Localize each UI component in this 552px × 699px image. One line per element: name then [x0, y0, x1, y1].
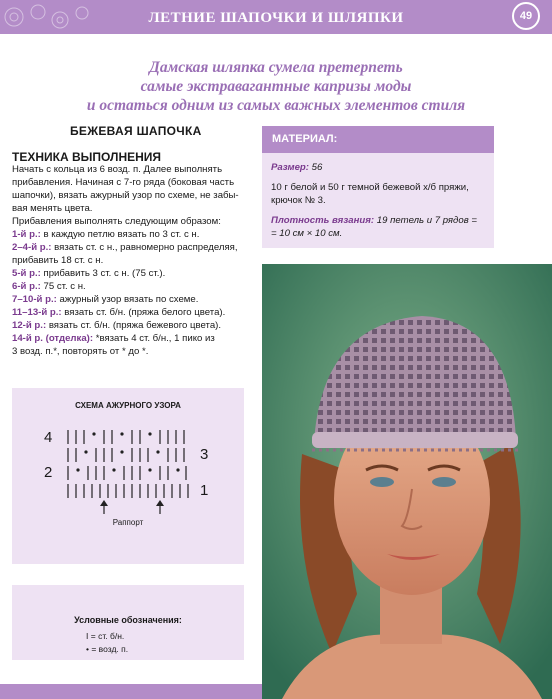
- row-number-right: 3: [200, 446, 209, 463]
- intro-line: Прибавления выполнять следующим образом:: [12, 216, 221, 227]
- technique-text: [12, 163, 248, 358]
- tagline-line: и остаться одним из самых важных элементов стиля: [86, 97, 466, 114]
- intro-line: вая менять цвета.: [12, 203, 93, 214]
- row-instruction: 3 возд. п.*, повторять от * до *.: [12, 346, 149, 357]
- row-instruction: 7–10-й р.: ажурный узор вязать по схеме.: [12, 294, 199, 305]
- tagline-line: самые экстравагантные капризы моды: [140, 78, 412, 95]
- legend-title: Условные обозначения:: [74, 615, 182, 625]
- material-panel: [262, 153, 494, 248]
- row-instruction: 12-й р.: вязать ст. б/н. (пряжа бежевого цвета).: [12, 320, 222, 331]
- material-yarn: 10 г белой и 50 г темной бежевой х/б пряжи, крючок № 3.: [271, 182, 469, 206]
- hat-title: БЕЖЕВАЯ ШАПОЧКА: [70, 124, 202, 138]
- material-heading: МАТЕРИАЛ:: [262, 126, 494, 153]
- legend-item: I = ст. б/н.: [86, 631, 125, 641]
- row-instruction: 5-й р.: прибавить 3 ст. с н. (75 ст.).: [12, 268, 166, 279]
- tagline: [20, 58, 532, 115]
- repeat-label: Раппорт: [112, 518, 144, 527]
- woman-in-crochet-hat-icon: [262, 264, 552, 699]
- single-crochet-symbol-icon: I: [86, 631, 89, 641]
- intro-line: Начать с кольца из 6 возд. п. Далее выполнять: [12, 164, 223, 175]
- model-photo: [262, 264, 552, 699]
- technique-heading: ТЕХНИКА ВЫПОЛНЕНИЯ: [12, 150, 162, 164]
- scheme-title: СХЕМА АЖУРНОГО УЗОРА: [75, 401, 181, 410]
- row-instruction: 2–4-й р.: вязать ст. с н., равномерно распределяя,: [12, 242, 238, 253]
- intro-line: прибавления. Начиная с 7-го ряда (боковая часть: [12, 177, 235, 188]
- row-number-right: 1: [200, 482, 209, 499]
- chain-stitch-symbol-icon: •: [86, 644, 89, 654]
- page-header-title: ЛЕТНИЕ ШАПОЧКИ И ШЛЯПКИ: [148, 10, 404, 26]
- stitch-scheme-panel: [12, 388, 244, 564]
- legend-panel: [12, 585, 244, 660]
- intro-line: шапочки), вязать ажурный узор по схеме, не забы-: [12, 190, 239, 201]
- page-header: [0, 0, 552, 34]
- row-number-left: 2: [44, 464, 53, 481]
- legend-item: • = возд. п.: [86, 644, 129, 654]
- row-instruction: 14-й р. (отделка): *вязать 4 ст. б/н., 1 пико из: [12, 333, 215, 344]
- page-number: 49: [512, 2, 540, 30]
- bottom-bar: [0, 684, 262, 699]
- material-size: Размер: 56: [271, 162, 323, 173]
- row-instruction: 6-й р.: 75 ст. с н.: [12, 281, 86, 292]
- row-instruction: прибавить 18 ст. с н.: [12, 255, 104, 266]
- row-instruction: 1-й р.: в каждую петлю вязать по 3 ст. с н.: [12, 229, 200, 240]
- tagline-line: Дамская шляпка сумела претерпеть: [149, 59, 403, 76]
- material-density: Плотность вязания: 19 петель и 7 рядов = = 10 см × 10 см.: [271, 215, 477, 239]
- row-number-left: 4: [44, 429, 53, 446]
- row-instruction: 11–13-й р.: вязать ст. б/н. (пряжа белого цвета).: [12, 307, 226, 318]
